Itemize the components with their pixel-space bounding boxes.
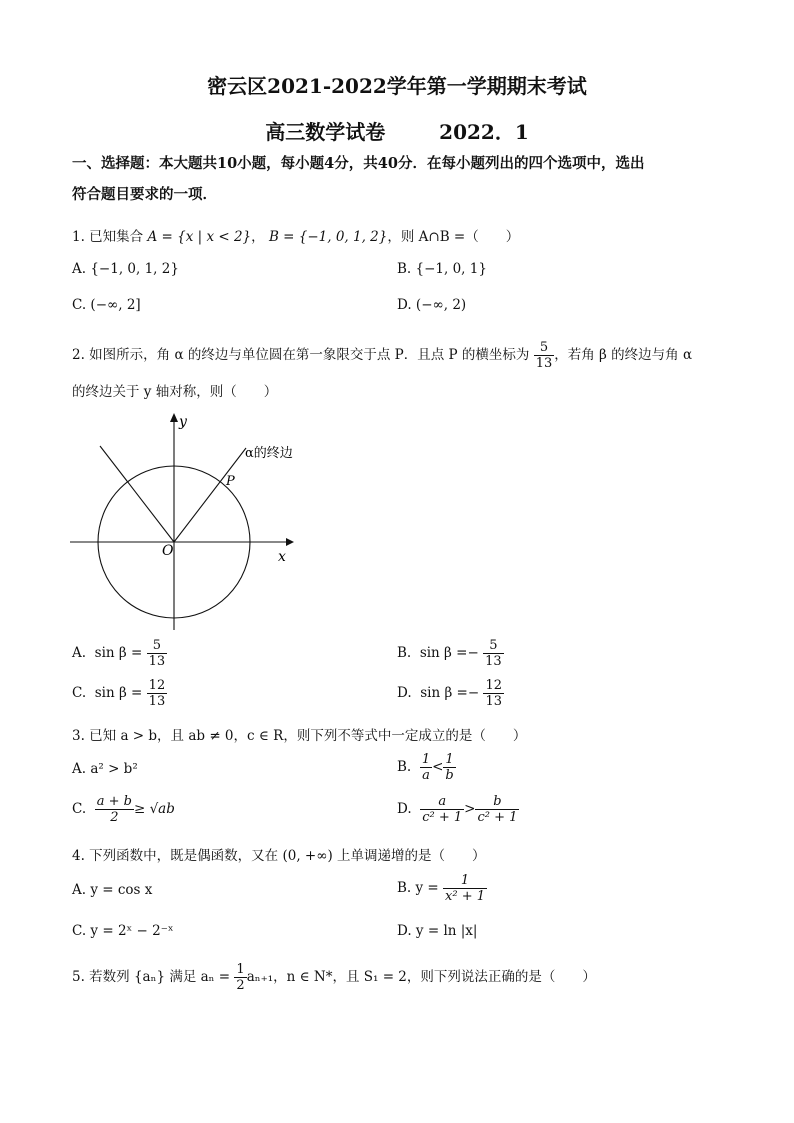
q2-opt-a-num: 5: [147, 638, 168, 654]
q2-opt-d-num: 12: [485, 678, 503, 693]
q2-opt-d-label: D.: [397, 685, 412, 701]
y-axis-label: y: [179, 414, 187, 430]
q2-opt-c-lhs: sin β =: [94, 685, 143, 701]
q4-option-b: [397, 873, 487, 904]
q2-opt-b-den: 13: [485, 654, 502, 669]
q4-opt-b-label: B. y =: [397, 880, 439, 896]
y-axis-arrow: [170, 413, 178, 422]
q3-opt-d-rden: c² + 1: [477, 810, 518, 825]
q2-option-a: [72, 638, 167, 669]
q1-option-b: B. {−1, 0, 1}: [397, 261, 487, 277]
q3-opt-c-den: 2: [110, 810, 119, 825]
q2-opt-b-num: 5: [483, 638, 504, 654]
question-4-stem: 4. 下列函数中，既是偶函数，又在 (0, +∞) 上单调递增的是（ ）: [72, 848, 486, 864]
q3-opt-d-lden: c² + 1: [422, 810, 463, 825]
section-heading-line2: 符合题目要求的一项．: [72, 186, 217, 203]
q2-opt-b-lhs: sin β =: [419, 645, 468, 661]
q2-opt-a-den: 13: [148, 654, 166, 669]
q3-opt-d-right-frac: [475, 794, 519, 825]
q3-opt-b-lnum: 1: [421, 752, 431, 767]
q2-option-b: [397, 638, 504, 669]
question-2-stem-line1: [72, 340, 692, 371]
q2-opt-c-label: C.: [72, 685, 87, 701]
alpha-ray-label: α的终边: [245, 446, 293, 461]
unit-circle-figure: [66, 410, 316, 635]
q3-opt-d-label: D.: [397, 801, 412, 817]
q3-opt-b-rden: b: [445, 768, 454, 783]
q2-option-c: [72, 678, 167, 709]
q3-opt-c-num: a + b: [96, 794, 132, 809]
q4-option-c: C. y = 2ˣ − 2⁻ˣ: [72, 923, 174, 939]
q3-opt-b-rnum: 1: [443, 752, 455, 768]
x-axis-arrow: [286, 538, 294, 546]
exam-subtitle: [0, 116, 794, 145]
point-p-label: P: [226, 474, 235, 489]
q5-frac-den: 2: [236, 978, 245, 993]
q3-option-d: [397, 794, 519, 825]
q3-opt-b-left-frac: [420, 752, 432, 783]
q3-option-a: A. a² > b²: [72, 761, 138, 777]
q3-option-b: [397, 752, 456, 783]
q2-fraction: [534, 340, 555, 371]
q1-option-a: A. {−1, 0, 1, 2}: [72, 261, 179, 277]
x-axis-label: x: [278, 549, 286, 565]
q2-opt-d-frac: [483, 678, 504, 709]
q3-opt-c-frac: [95, 794, 134, 825]
q3-opt-c-rhs: ≥ √ab: [133, 801, 175, 817]
q2-opt-d-den: 13: [485, 694, 503, 709]
subtitle-text: 高三数学试卷: [265, 120, 386, 144]
question-3-stem: 3. 已知 a > b，且 ab ≠ 0，c ∈ R，则下列不等式中一定成立的是（ ）: [72, 728, 527, 744]
q4-opt-b-frac: [443, 873, 487, 904]
q1-set-a: A = {x | x < 2}: [147, 229, 252, 245]
q2-opt-d-sign: −: [467, 685, 480, 701]
q4-option-d: D. y = ln |x|: [397, 923, 478, 939]
q2-opt-c-num: 12: [148, 678, 166, 693]
q4-opt-b-num: 1: [443, 873, 487, 889]
q2-frac-den: 13: [535, 356, 553, 371]
q4-opt-b-den: x² + 1: [445, 889, 486, 904]
q3-option-c: [72, 794, 175, 825]
q5-fraction: [234, 962, 246, 993]
exam-title: 密云区2021-2022学年第一学期期末考试: [207, 74, 587, 98]
q4-option-a: A. y = cos x: [72, 882, 153, 898]
q5-stem-b: aₙ₊₁，n ∈ N*，且 S₁ = 2，则下列说法正确的是（ ）: [246, 969, 596, 985]
q1-set-b: B = {−1, 0, 1, 2}: [268, 229, 388, 245]
q3-opt-b-right-frac: [443, 752, 455, 783]
q2-opt-b-sign: −: [467, 645, 479, 661]
q1-option-d: D. (−∞, 2): [397, 297, 467, 313]
q2-opt-c-frac: [147, 678, 168, 709]
q2-frac-num: 5: [534, 340, 555, 356]
q1-option-c: C. (−∞, 2]: [72, 297, 141, 313]
q3-opt-c-label: C.: [72, 801, 87, 817]
q2-opt-a-label: A.: [72, 645, 87, 661]
q2-stem-b: ，若角 β 的终边与角 α: [554, 347, 693, 363]
alpha-terminal-side: [174, 448, 246, 542]
question-1-stem: 1. 已知集合 A = {x | x < 2}， B = {−1, 0, 1, 2}，则 A∩B =（ ）: [72, 229, 520, 245]
q1-prefix: 1. 已知集合: [72, 229, 144, 245]
section-heading-line1: 一、选择题：本大题共10小题，每小题4分，共40分．在每小题列出的四个选项中，选出: [72, 155, 645, 172]
q2-opt-b-label: B.: [397, 645, 412, 661]
q5-frac-num: 1: [236, 962, 245, 977]
q2-opt-a-frac: [147, 638, 168, 669]
q3-opt-b-label: B.: [397, 759, 412, 775]
q3-opt-d-left-frac: [420, 794, 464, 825]
q1-suffix: ，则 A∩B =（ ）: [387, 229, 520, 245]
q2-stem-a: 2. 如图所示，角 α 的终边与单位圆在第一象限交于点 P．且点 P 的横坐标为: [72, 347, 530, 363]
q2-option-d: [397, 678, 504, 709]
q3-opt-b-op: <: [432, 759, 444, 775]
q2-opt-a-lhs: sin β =: [94, 645, 143, 661]
q2-opt-c-den: 13: [148, 694, 166, 709]
subtitle-date: 2022．1: [439, 120, 529, 144]
question-5-stem: [72, 962, 596, 993]
q2-opt-b-frac: [483, 638, 504, 669]
beta-terminal-side: [100, 446, 174, 542]
q3-opt-d-rnum: b: [475, 794, 519, 810]
q3-opt-d-lnum: a: [420, 794, 464, 810]
q5-stem-a: 5. 若数列 {aₙ} 满足 aₙ =: [72, 969, 231, 985]
q3-opt-d-op: >: [464, 801, 476, 817]
q3-opt-b-lden: a: [422, 768, 430, 783]
question-2-stem-line2: 的终边关于 y 轴对称，则（ ）: [72, 384, 278, 400]
origin-label: O: [162, 543, 174, 559]
q2-opt-d-lhs: sin β =: [420, 685, 468, 701]
